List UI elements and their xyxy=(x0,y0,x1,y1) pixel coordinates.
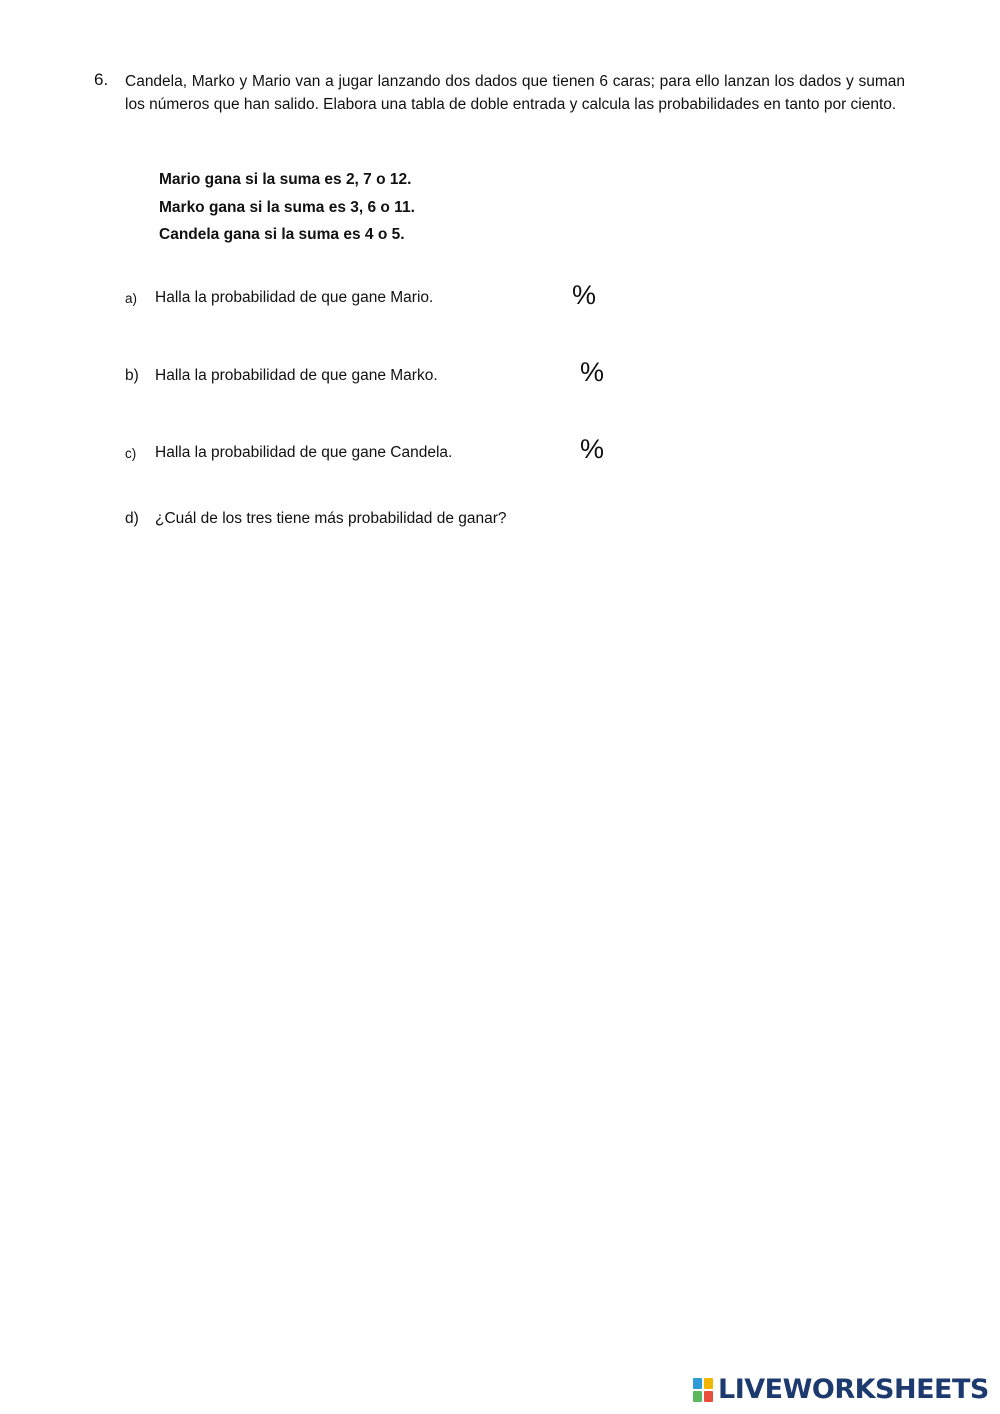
logo-icon-square-1 xyxy=(693,1378,702,1389)
rule-marko: Marko gana si la suma es 3, 6 o 11. xyxy=(159,198,415,216)
liveworksheets-logo xyxy=(692,1374,989,1406)
rule-candela: Candela gana si la suma es 4 o 5. xyxy=(159,226,405,243)
liveworksheets-logo-text: LIVEWORKSHEETS xyxy=(718,1374,989,1405)
logo-icon-square-4 xyxy=(704,1391,713,1402)
subquestion-d-text: ¿Cuál de los tres tiene más probabilidad de ganar? xyxy=(155,510,507,527)
subquestion-b-text: Halla la probabilidad de que gane Marko. xyxy=(155,367,438,384)
question-number: 6. xyxy=(94,70,109,89)
subquestion-b-letter: b) xyxy=(125,367,139,384)
percent-sign-candela: % xyxy=(580,434,605,464)
question-text: Candela, Marko y Mario van a jugar lanzando dos dados que tienen 6 caras; para ello lanzan los dados y suman los números que han salido. Elabora una tabla de doble entrada y calcula las probabilidades en tanto por ciento. xyxy=(125,73,905,113)
subquestion-d-letter: d) xyxy=(125,510,139,527)
percent-sign-marko: % xyxy=(580,357,605,387)
subquestion-a-text: Halla la probabilidad de que gane Mario. xyxy=(155,289,434,306)
answer-input-marko[interactable] xyxy=(484,362,578,390)
rules-block xyxy=(159,166,415,249)
answer-input-winner[interactable] xyxy=(155,534,459,562)
answer-input-candela[interactable] xyxy=(486,438,580,466)
percent-sign-mario: % xyxy=(572,280,597,310)
logo-icon-square-2 xyxy=(704,1378,713,1389)
subquestion-c-letter: c) xyxy=(125,446,137,461)
answer-input-mario[interactable] xyxy=(478,284,572,312)
liveworksheets-logo-icon xyxy=(692,1377,714,1403)
logo-icon-square-3 xyxy=(693,1391,702,1402)
rule-mario: Mario gana si la suma es 2, 7 o 12. xyxy=(159,171,412,188)
subquestion-a-letter: a) xyxy=(125,291,138,306)
subquestion-c-text: Halla la probabilidad de que gane Candela. xyxy=(155,444,453,461)
